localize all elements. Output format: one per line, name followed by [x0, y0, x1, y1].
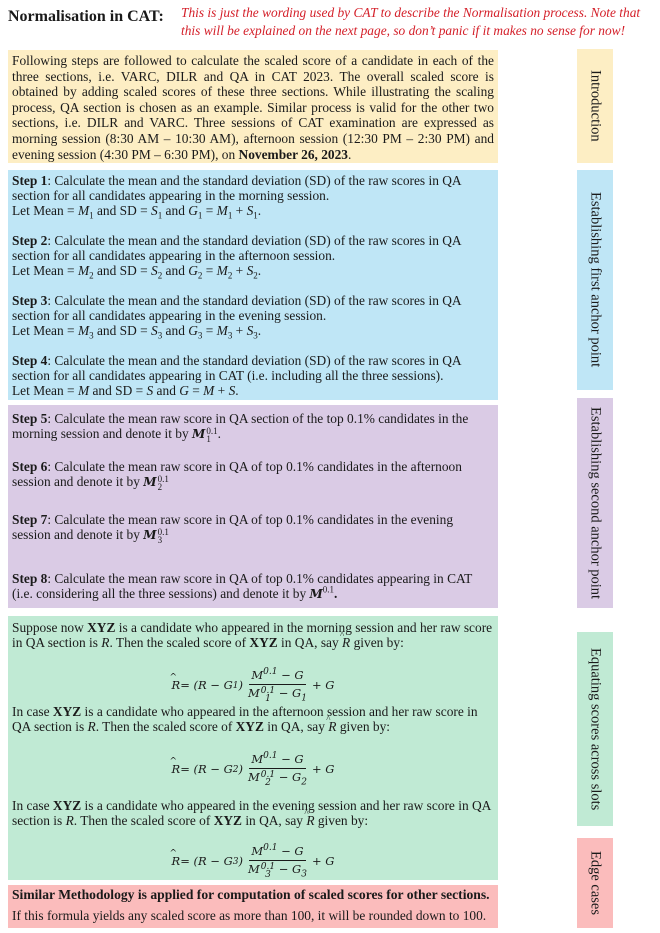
intro-date: November 26, 2023 [238, 146, 348, 162]
edge-bold-note: Similar Methodology is applied for computation of scaled scores for other sections. [12, 887, 490, 902]
step-6: Step 6: Calculate the mean raw score in QA of top 0.1% candidates in the afternoon session and denote it by M 0.1 2 [12, 459, 462, 493]
step-7: Step 7: Calculate the mean raw score in QA of top 0.1% candidates in the evening session and denote it by M 0.1 3 [12, 512, 454, 546]
step-2: Step 2: Calculate the mean and the standard deviation (SD) of the raw scores in QA section for all candidates appearing in the afternoon session. Let Mean = $M_2$ and SD = $S_2$ and $G_2 = M_2 + S_2$. [12, 233, 461, 282]
formula-morning: ^ R = (R − G 1 ) $M^{0.1} - G$ M 0.1 1 − $G_1$ + G [8, 668, 498, 703]
side-label-equating: Equating scores across slots [577, 632, 613, 826]
header-note: This is just the wording used by CAT to describe the Normalisation process. Note that this will be explained on the next page, so don’t panic if it makes no sense for now! [181, 5, 641, 38]
side-label-introduction: Introduction [577, 49, 613, 163]
step-8: Step 8: Calculate the mean raw score in QA of top 0.1% candidates appearing in CAT (i.e. considering all the three sessions) and denote it by $M^{0.1}$. [12, 571, 473, 602]
equating-afternoon: In case XYZ is a candidate who appeared in the afternoon session and her raw score in QA section is R. Then the scaled score of XYZ in QA, say ^ R given by: [12, 704, 494, 734]
formula-evening: ^ R = (R − G 3 ) $M^{0.1} - G$ M 0.1 3 − $G_3$ + G [8, 844, 498, 879]
edge-cases-box [8, 885, 498, 928]
page-title: Normalisation in CAT: [8, 8, 164, 25]
equating-morning: Suppose now XYZ is a candidate who appeared in the morning session and her raw score in QA section is R. Then the scaled score of XYZ in QA, say ^ R given by: [12, 620, 494, 650]
second-anchor-box [8, 405, 498, 608]
side-label-second-anchor: Establishing second anchor point [577, 398, 613, 608]
edge-note: If this formula yields any scaled score as more than 100, it will be rounded down to 100. [12, 908, 487, 923]
equating-evening: In case XYZ is a candidate who appeared in the evening session and her raw score in QA section is R. Then the scaled score of XYZ in QA, say ^ R given by: [12, 798, 494, 828]
step-5: Step 5: Calculate the mean raw score in QA section of the top 0.1% candidates in the morning session and denote it by M 0.1 1 . [12, 411, 469, 445]
intro-text: Following steps are followed to calculate the scaled score of a candidate in each of the three sections, i.e. VARC, DILR and QA in CAT 2023. The overall scaled score is obtained by adding scaled scores of these three sections. While illustrating the scaling process, QA section is chosen as an example. Similar process is valid for the other two sections, i.e. DILR and VARC. Three sessions of CAT examination are expressed as morning session (8:30 AM – 10:30 AM), afternoon session (12:30 PM – 2:30 PM) and evening session (4:30 PM – 6:30 PM), on [12, 53, 494, 162]
side-label-edge-cases: Edge cases [577, 838, 613, 928]
equating-box [8, 616, 498, 880]
step-1: Step 1: Calculate the mean and the standard deviation (SD) of the raw scores in QA section for all candidates appearing in the morning session. Let Mean = $M_1$ and SD = $S_1$ and $G_1 = M_1 + S_1$. [12, 173, 461, 222]
side-label-first-anchor: Establishing first anchor point [577, 170, 613, 390]
step-4: Step 4: Calculate the mean and the standard deviation (SD) of the raw scores in QA section for all candidates appearing in CAT (i.e. including all the three sessions). Let Mean = M and SD = S and G = M + S. [12, 353, 461, 399]
first-anchor-box [8, 170, 498, 400]
step-3: Step 3: Calculate the mean and the standard deviation (SD) of the raw scores in QA section for all candidates appearing in the evening session. Let Mean = $M_3$ and SD = $S_3$ and $G_3 = M_3 + S_3$. [12, 293, 461, 342]
introduction-box: Following steps are followed to calculate the scaled score of a candidate in each of the three sections, i.e. VARC, DILR and QA in CAT 2023. The overall scaled score is obtained by adding scaled scores of these three sections. While illustrating the scaling process, QA section is chosen as an example. Similar process is valid for the other two sections, i.e. DILR and VARC. Three sessions of CAT examination are expressed as morning session (8:30 AM – 10:30 AM), afternoon session (12:30 PM – 2:30 PM) and evening session (4:30 PM – 6:30 PM), on November 26, 2023. [8, 50, 498, 163]
formula-afternoon: ^ R = (R − G 2 ) $M^{0.1} - G$ M 0.1 2 − $G_2$ + G [8, 752, 498, 787]
